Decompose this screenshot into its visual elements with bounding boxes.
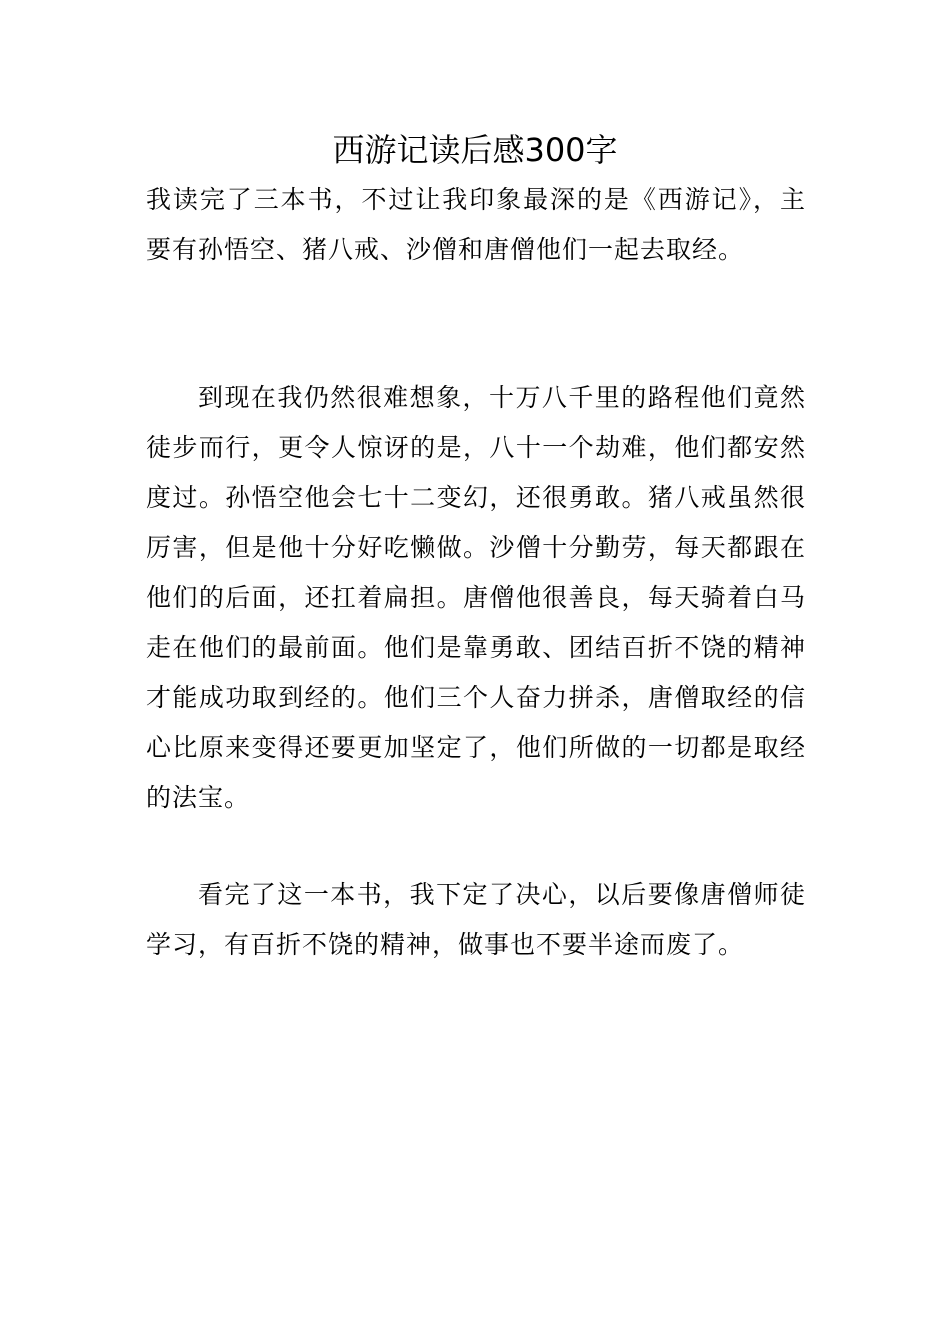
paragraph-1: 我读完了三本书，不过让我印象最深的是《西游记》，主要有孙悟空、猪八戒、沙僧和唐僧他们一起去取经。 xyxy=(146,185,806,264)
document-title: 西游记读后感300字 xyxy=(332,131,618,169)
paragraph-3: 看完了这一本书，我下定了决心，以后要像唐僧师徒学习，有百折不饶的精神，做事也不要半途而废了。 xyxy=(146,880,806,959)
paragraph-2: 到现在我仍然很难想象，十万八千里的路程他们竟然徒步而行，更令人惊讶的是，八十一个劫难，他们都安然度过。孙悟空他会七十二变幻，还很勇敢。猪八戒虽然很厉害，但是他十分好吃懒做。沙僧十分勤劳，每天都跟在他们的后面，还扛着扁担。唐僧他很善良，每天骑着白马走在他们的最前面。他们是靠勇敢、团结百折不饶的精神才能成功取到经的。他们三个人奋力拼杀，唐僧取经的信心比原来变得还要更加坚定了，他们所做的一切都是取经的法宝。 xyxy=(146,383,806,812)
